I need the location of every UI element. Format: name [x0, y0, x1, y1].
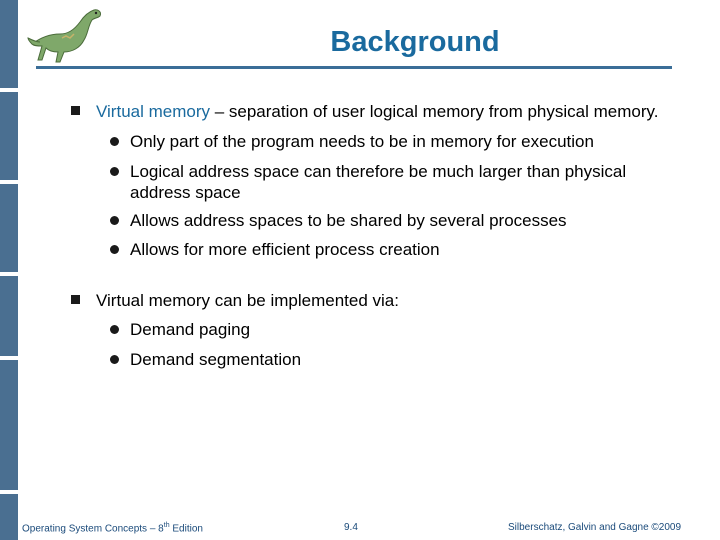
round-bullet-icon — [110, 167, 119, 176]
sub-bullet-text: Allows for more efficient process creation — [130, 240, 440, 259]
round-bullet-icon — [110, 325, 119, 334]
bullet-text: Virtual memory can be implemented via: — [96, 291, 399, 310]
round-bullet-icon — [110, 355, 119, 364]
side-bar-segment — [0, 0, 18, 88]
footer-edition-sup: th — [163, 522, 170, 529]
round-bullet-icon — [110, 245, 119, 254]
side-bar — [0, 0, 18, 540]
footer-edition-text: Edition — [169, 523, 203, 535]
bullet-text: – separation of user logical memory from physical memory. — [210, 102, 659, 121]
side-bar-segment — [0, 92, 18, 180]
sub-bullet-item — [130, 349, 690, 370]
title-underline — [36, 66, 672, 69]
sub-bullet-item — [130, 239, 690, 260]
sub-bullet-text: Only part of the program needs to be in memory for execution — [130, 132, 594, 151]
page-number: 9.4 — [344, 522, 358, 533]
sub-bullet-text: Demand segmentation — [130, 350, 302, 369]
sub-bullet-item — [130, 161, 670, 203]
side-bar-segment — [0, 276, 18, 356]
square-bullet-icon — [71, 295, 80, 304]
side-bar-segment — [0, 360, 18, 490]
sub-bullet-item — [130, 210, 690, 231]
footer-copyright: Silberschatz, Galvin and Gagne ©2009 — [508, 522, 682, 533]
sub-bullet-item — [130, 131, 690, 152]
sub-bullet-text: Logical address space can therefore be much larger than physical address space — [130, 162, 627, 202]
sub-bullet-text: Allows address spaces to be shared by several processes — [130, 211, 567, 230]
bullet-item — [96, 290, 399, 311]
footer-book-text: Operating System Concepts – 8 — [22, 523, 164, 535]
bullet-term: Virtual memory — [96, 102, 210, 121]
side-bar-segment — [0, 184, 18, 272]
bullet-item — [96, 101, 658, 122]
dinosaur-logo — [26, 4, 114, 68]
round-bullet-icon — [110, 137, 119, 146]
footer-book-title — [22, 522, 203, 534]
square-bullet-icon — [71, 106, 80, 115]
round-bullet-icon — [110, 216, 119, 225]
side-bar-segment — [0, 494, 18, 540]
slide-title: Background — [330, 26, 500, 58]
sub-bullet-item — [130, 319, 690, 340]
sub-bullet-text: Demand paging — [130, 320, 251, 339]
